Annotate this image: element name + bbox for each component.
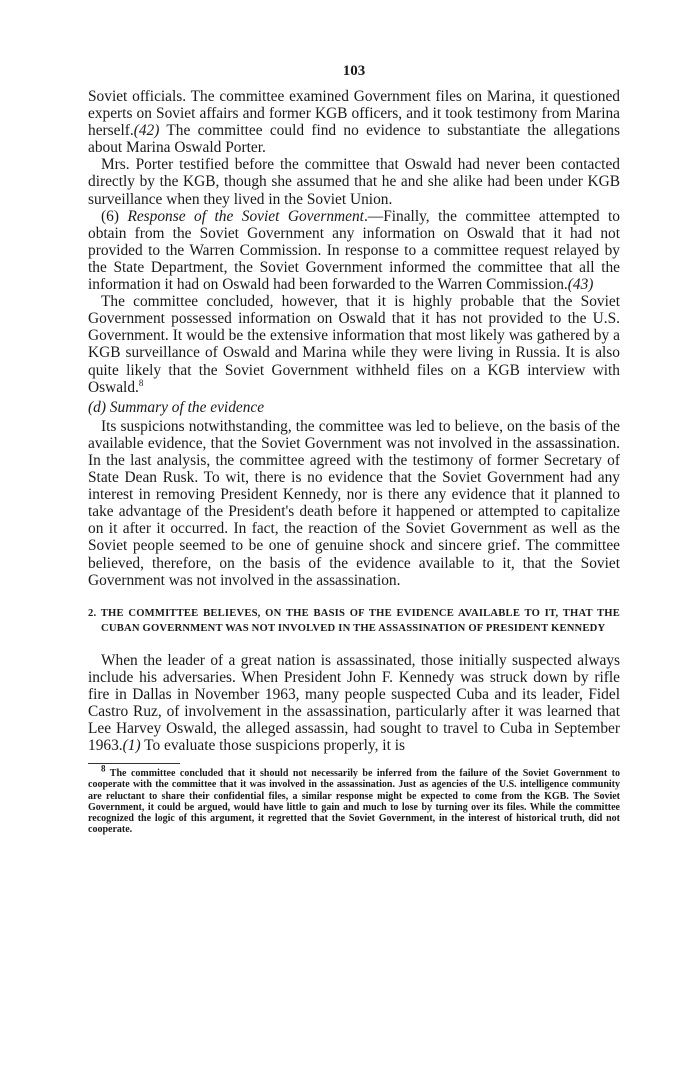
item-label: (6) <box>101 207 128 225</box>
reference-marker: (1) <box>122 737 141 755</box>
reference-marker: (42) <box>133 122 160 140</box>
paragraph-marina-files <box>88 88 620 156</box>
paragraph-committee-concluded <box>88 293 620 396</box>
paragraph-summary: Its suspicions notwithstanding, the committee was led to believe, on the basis of the available evidence, that the Soviet Government was not involved in the assassination. In the last analysis, the committee agreed with the testimony of former Secretary of State Dean Rusk. To wit, there is no evidence that the Soviet Government had any interest in removing President Kennedy, nor is there any evidence that it planned to take advantage of the President's death before it happened or attempted to capitalize on it after it occurred. In fact, the reaction of the Soviet Government as well as the Soviet people seemed to be one of genuine shock and sincere grief. The committee believed, therefore, on the basis of the evidence available to it, that the Soviet Government was not involved in the assassination. <box>88 417 620 589</box>
subsection-label: (d) <box>88 398 110 416</box>
section-heading: 2. THE COMMITTEE BELIEVES, ON THE BASIS OF THE EVIDENCE AVAILABLE TO IT, THAT THE CUBAN GOVERNMENT WAS NOT INVOLVED IN THE ASSASSINATION OF PRESIDENT KENNEDY <box>88 607 620 634</box>
paragraph-porter-testimony: Mrs. Porter testified before the committee that Oswald had never been contacted directly by the KGB, though she assumed that he and she alike had been under KGB surveillance when they lived in the Soviet Union. <box>88 156 620 208</box>
paragraph-text: The committee could find no evidence to substantiate the allegations about Marina Oswald Porter. <box>88 122 620 157</box>
footnote <box>88 763 620 836</box>
footnote-text: The committee concluded that it should not necessarily be inferred from the failure of the Soviet Government to cooperate with the committee that it was involved in the assassination. Just as agencies of the U.S. intelligence community are reluctant to share their confidential files, a similar response might be expected to come from the KGB. The Soviet Government, it could be argued, would have little to gain and much to lose by turning over its files. While the committee recognized the logic of this argument, it regretted that the Soviet Government, in the interest of historical truth, did not cooperate. <box>88 768 620 836</box>
footnote-marker: 8 <box>138 377 144 388</box>
page-number: 103 <box>342 63 366 79</box>
paragraph-cuba <box>88 652 620 755</box>
paragraph-soviet-response <box>88 208 620 293</box>
paragraph-text: Soviet officials. The committee examined Government files on Marina, it questioned experts on Soviet affairs and former KGB officers, and it took testimony from Marina herself. <box>88 88 620 140</box>
document-page <box>88 62 620 836</box>
paragraph-text: The committee concluded, however, that it is highly probable that the Soviet Government possessed information on Oswald that it has not provided to the U.S. Government. It would be the extensive information that most likely was gathered by a KGB surveillance of Oswald and Marina while they were living in Russia. It is also quite likely that the Soviet Government withheld files on a KGB interview with Oswald. <box>88 293 620 396</box>
subsection-heading <box>88 399 620 416</box>
reference-marker: (43) <box>567 276 594 294</box>
subsection-title: Summary of the evidence <box>109 398 265 416</box>
footnote-marker: 8 <box>101 763 106 774</box>
paragraph-text: To evaluate those suspicions properly, it is <box>140 737 405 755</box>
item-title: Response of the Soviet Government <box>127 207 364 225</box>
paragraph-text: When the leader of a great nation is assassinated, those initially suspected always include his adversaries. When President John F. Kennedy was struck down by rifle fire in Dallas in November 1963, many people suspected Cuba and its leader, Fidel Castro Ruz, of involvement in the assassination, particularly after it was learned that Lee Harvey Oswald, the alleged assassin, had sought to travel to Cuba in September 1963. <box>88 651 620 755</box>
paragraph-text: .—Finally, the committee attempted to obtain from the Soviet Government any information on Oswald that it had not provided to the Warren Commission. In response to a committee request relayed by the State Department, the Soviet Government informed the committee that all the information it had on Oswald had been forwarded to the Warren Commission. <box>88 207 620 294</box>
